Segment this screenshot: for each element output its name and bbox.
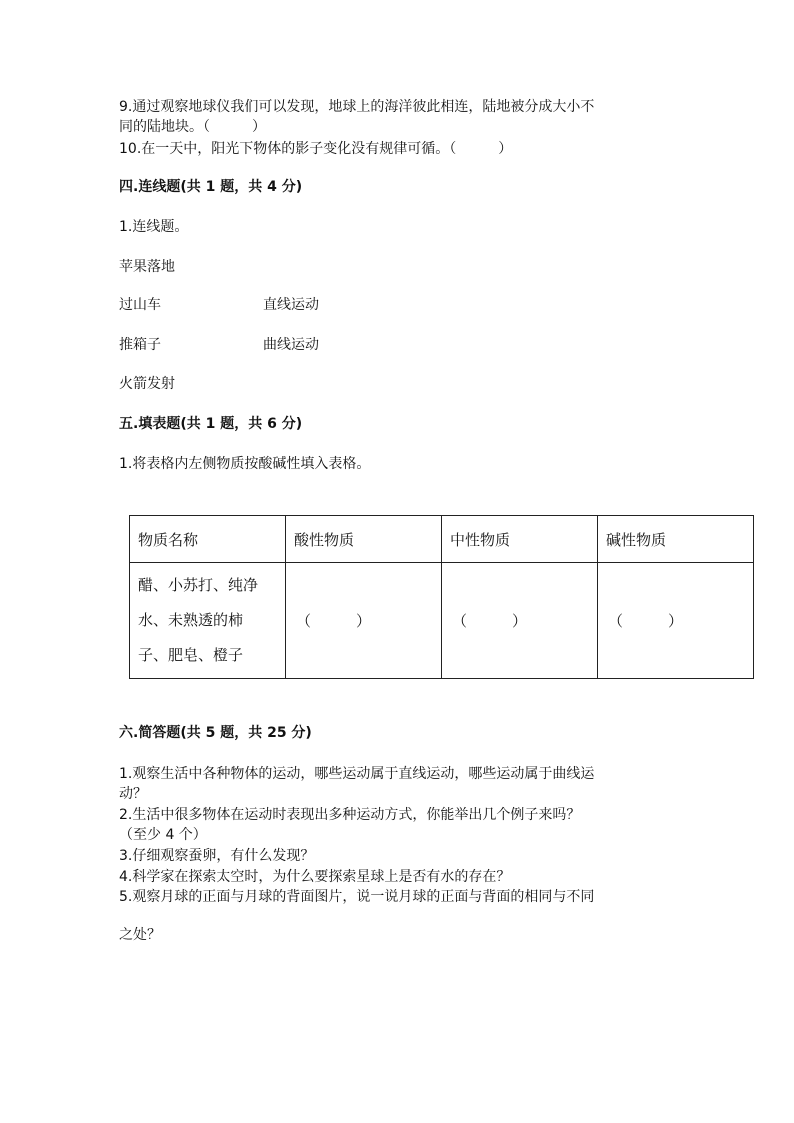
short-answer-3: 3.仔细观察蚕卵，有什么发现？ [119, 848, 315, 864]
question-9-line-1: 9.通过观察地球仪我们可以发现，地球上的海洋彼此相连，陆地被分成大小不 [119, 99, 595, 115]
short-answer-2-line-2: （至少 4 个） [119, 827, 207, 843]
table-header-cell: 酸性物质 [286, 516, 442, 563]
match-right-item: 曲线运动 [263, 337, 319, 353]
section-4-question-1: 1.连线题。 [119, 219, 189, 235]
section-4-heading: 四.连线题(共 1 题，共 4 分) [119, 179, 303, 195]
table-header-row [130, 516, 754, 563]
question-10: 10.在一天中，阳光下物体的影子变化没有规律可循。（ ） [119, 141, 513, 157]
table-header-cell: 碱性物质 [598, 516, 754, 563]
match-left-item: 苹果落地 [119, 259, 175, 275]
section-6-heading: 六.简答题(共 5 题，共 25 分) [119, 725, 312, 741]
substances-cell [130, 563, 286, 679]
acidic-answer-blank[interactable]: （ ） [286, 563, 442, 679]
short-answer-5-line-1: 5.观察月球的正面与月球的背面图片，说一说月球的正面与背面的相同与不同 [119, 889, 595, 905]
short-answer-1-line-1: 1.观察生活中各种物体的运动，哪些运动属于直线运动，哪些运动属于曲线运 [119, 766, 595, 782]
table-header-cell: 物质名称 [130, 516, 286, 563]
match-right-item: 直线运动 [263, 297, 319, 313]
match-left-item: 过山车 [119, 297, 161, 313]
alkaline-answer-blank[interactable]: （ ） [598, 563, 754, 679]
short-answer-5-line-2: 之处？ [119, 927, 161, 943]
substances-line: 子、肥皂、橙子 [138, 646, 244, 664]
table-header-cell: 中性物质 [442, 516, 598, 563]
match-left-item: 推箱子 [119, 337, 161, 353]
substances-line: 醋、小苏打、纯净 [138, 576, 259, 594]
section-5-heading: 五.填表题(共 1 题，共 6 分) [119, 416, 303, 432]
short-answer-2-line-1: 2.生活中很多物体在运动时表现出多种运动方式，你能举出几个例子来吗？ [119, 807, 581, 823]
neutral-answer-blank[interactable]: （ ） [442, 563, 598, 679]
short-answer-4: 4.科学家在探索太空时，为什么要探索星球上是否有水的存在？ [119, 869, 511, 885]
section-5-question-1: 1.将表格内左侧物质按酸碱性填入表格。 [119, 456, 371, 472]
substances-line: 水、未熟透的柿 [138, 611, 244, 629]
match-left-item: 火箭发射 [119, 376, 175, 392]
acid-base-table [129, 515, 754, 679]
short-answer-1-line-2: 动？ [119, 786, 147, 802]
question-9-line-2: 同的陆地块。（ ） [119, 119, 266, 135]
table-row [130, 563, 754, 679]
